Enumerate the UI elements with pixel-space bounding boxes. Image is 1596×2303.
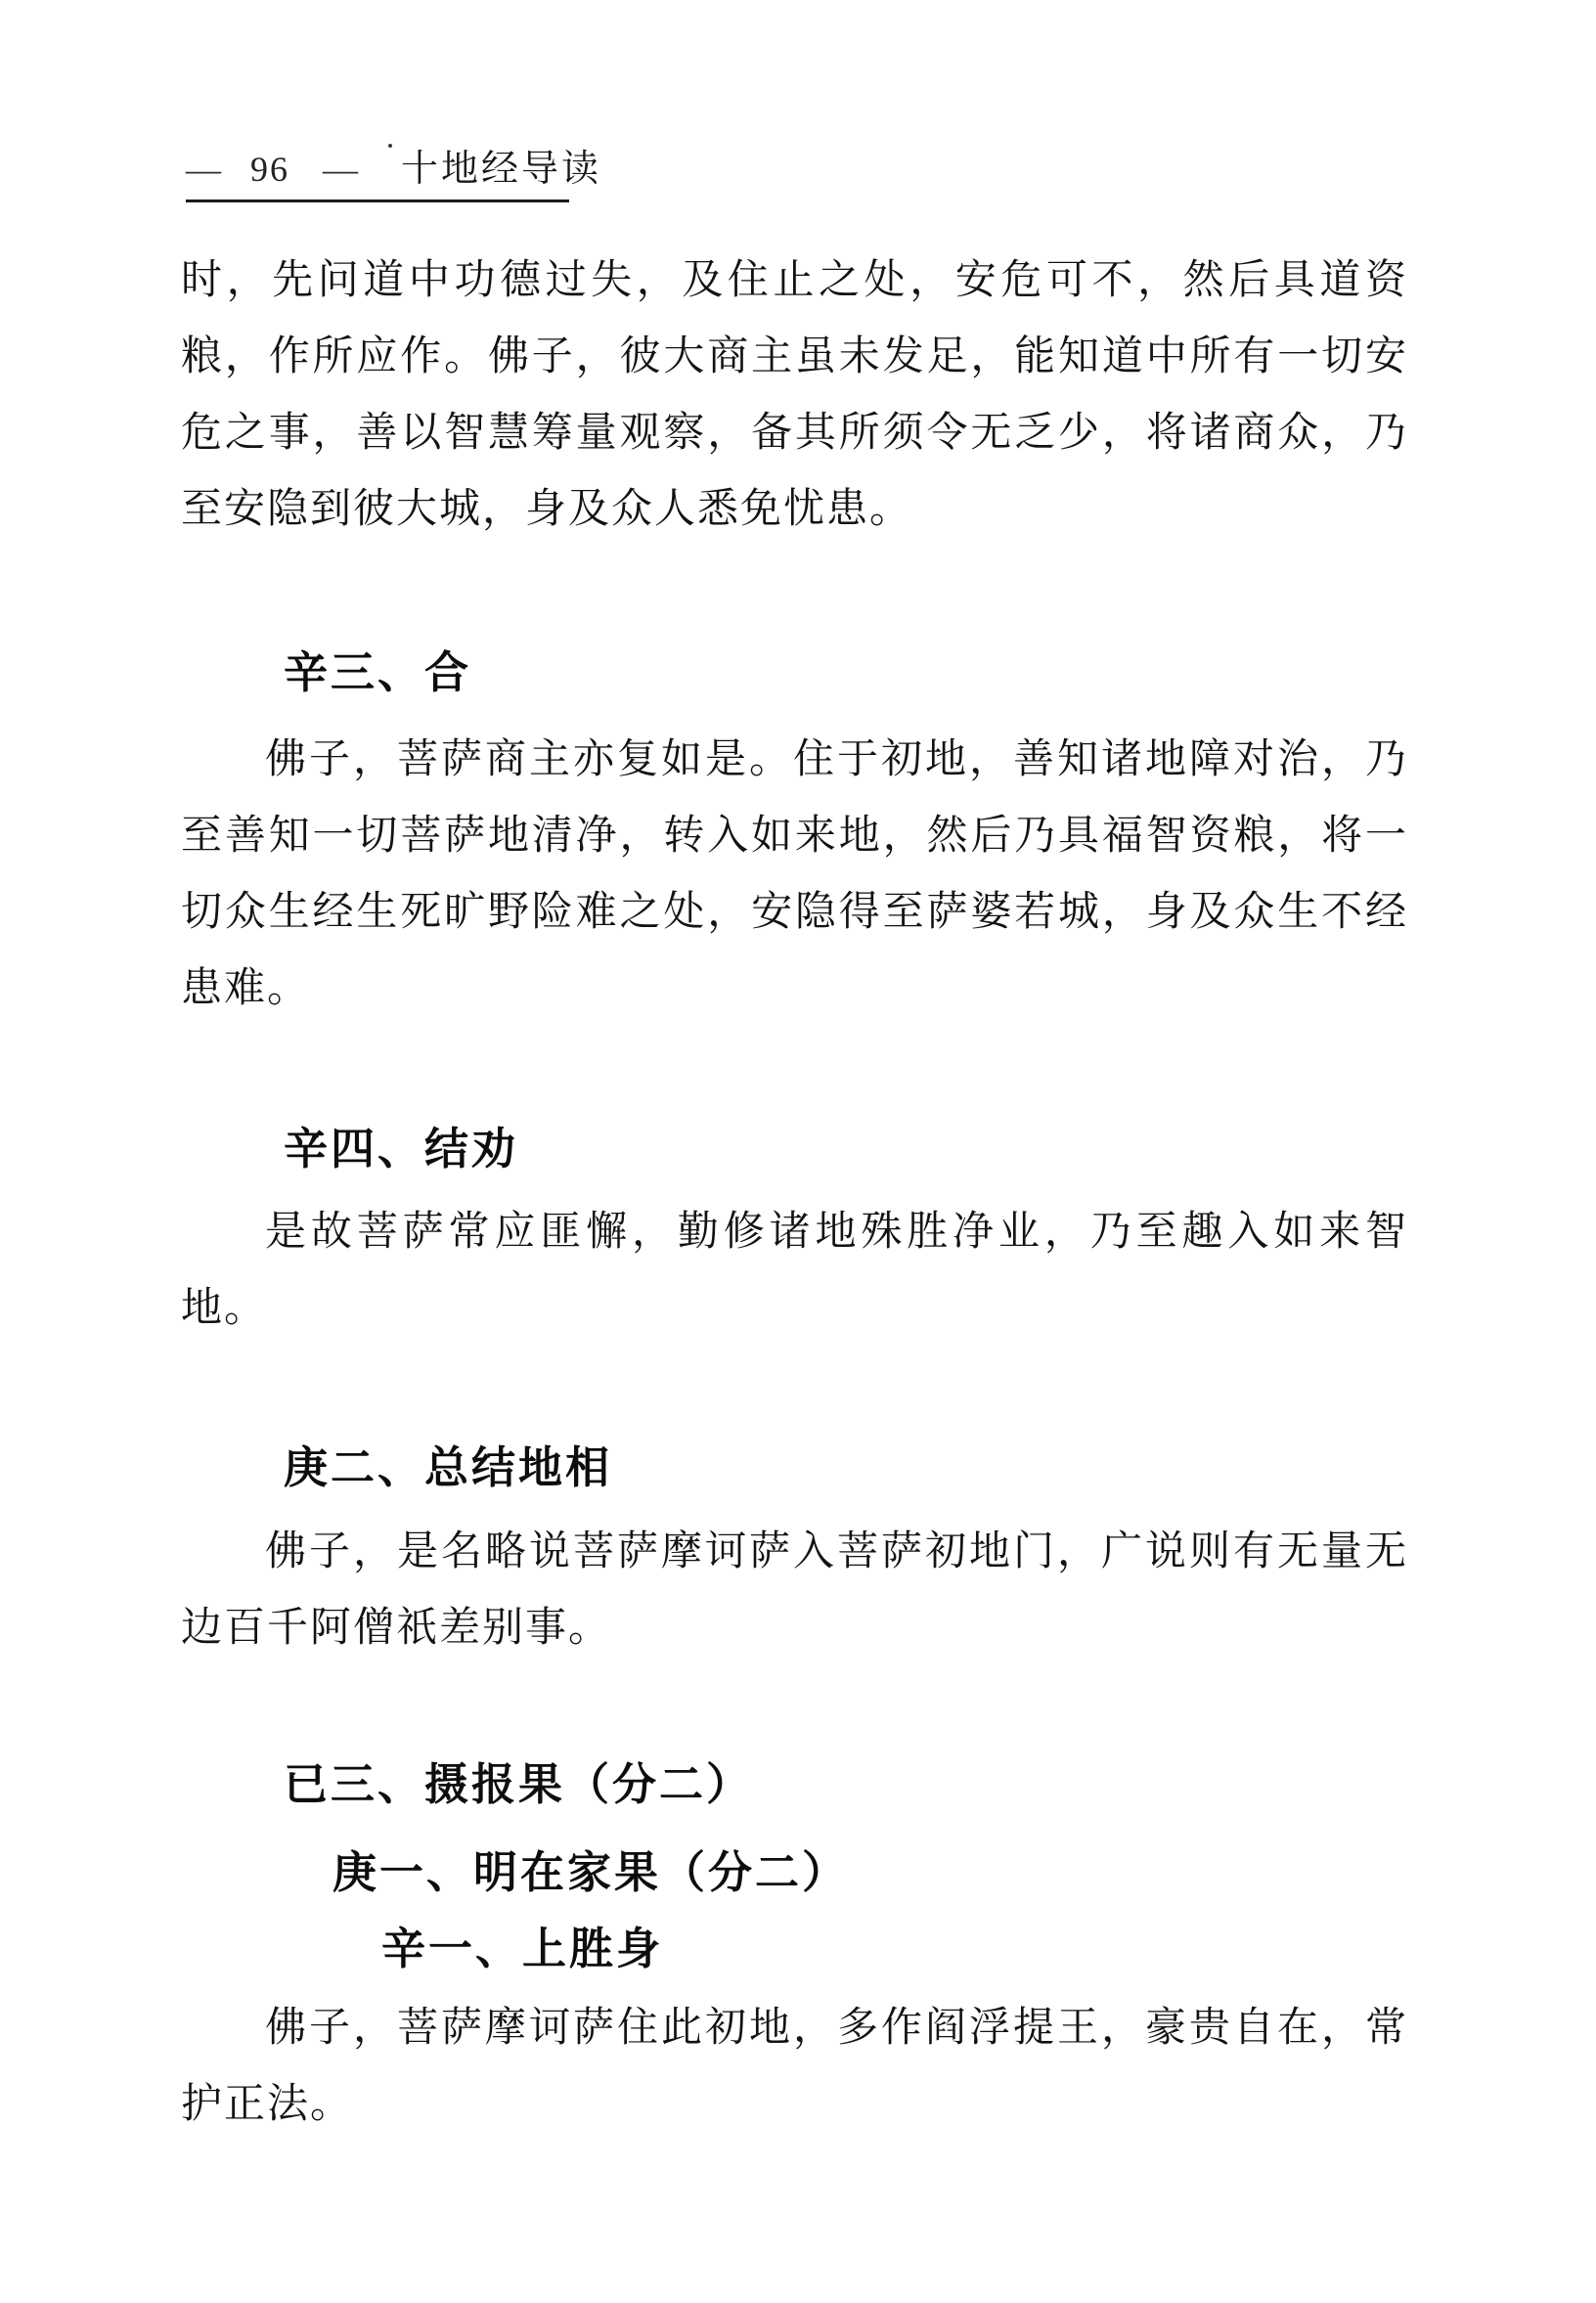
paragraph-line: 切众生经生死旷野险难之处，安隐得至萨婆若城，身及众生不经 bbox=[181, 888, 1408, 934]
section-heading: 辛一、上胜身 bbox=[381, 1924, 664, 1973]
header-dash-left: — bbox=[186, 150, 221, 189]
body-paragraph bbox=[181, 242, 1408, 547]
paragraph-line: 粮，作所应作。佛子，彼大商主虽未发足，能知道中所有一切安 bbox=[181, 332, 1408, 378]
paragraph-line: 至安隐到彼大城，身及众人悉免忧患。 bbox=[181, 485, 913, 531]
paragraph-line: 佛子，菩萨摩诃萨住此初地，多作阎浮提王，豪贵自在，常 bbox=[265, 2004, 1408, 2050]
page-header bbox=[186, 147, 602, 202]
paragraph-line: 危之事，善以智慧筹量观察，备其所须令无乏少，将诸商众，乃 bbox=[181, 409, 1408, 455]
scan-speck bbox=[388, 144, 392, 148]
paragraph-line: 患难。 bbox=[181, 964, 311, 1010]
body-paragraph bbox=[181, 721, 1408, 1026]
book-title: 十地经导读 bbox=[401, 149, 602, 190]
paragraph-line: 佛子，是名略说菩萨摩诃萨入菩萨初地门，广说则有无量无 bbox=[265, 1528, 1408, 1573]
page-number: 96 bbox=[250, 150, 289, 189]
section-heading: 辛三、合 bbox=[284, 647, 472, 697]
paragraph-line: 地。 bbox=[181, 1284, 268, 1330]
paragraph-line: 至善知一切菩萨地清净，转入如来地，然后乃具福智资粮，将一 bbox=[181, 812, 1408, 858]
section-heading: 庚二、总结地相 bbox=[284, 1442, 613, 1492]
section-heading: 辛四、结劝 bbox=[284, 1124, 519, 1174]
section-heading: 已三、摄报果（分二） bbox=[284, 1759, 754, 1809]
body-paragraph bbox=[181, 1513, 1408, 1665]
body-paragraph bbox=[181, 1193, 1408, 1346]
body-paragraph bbox=[181, 1989, 1408, 2142]
paragraph-line: 佛子，菩萨商主亦复如是。住于初地，善知诸地障对治，乃 bbox=[265, 735, 1408, 781]
section-heading: 庚一、明在家果（分二） bbox=[332, 1847, 850, 1897]
header-dash-right: — bbox=[323, 150, 358, 189]
paragraph-line: 边百千阿僧祇差别事。 bbox=[181, 1604, 612, 1650]
paragraph-line: 时，先问道中功德过失，及住止之处，安危可不，然后具道资 bbox=[181, 256, 1408, 302]
paragraph-line: 是故菩萨常应匪懈，勤修诸地殊胜净业，乃至趣入如来智 bbox=[265, 1208, 1408, 1254]
paragraph-line: 护正法。 bbox=[181, 2080, 354, 2126]
